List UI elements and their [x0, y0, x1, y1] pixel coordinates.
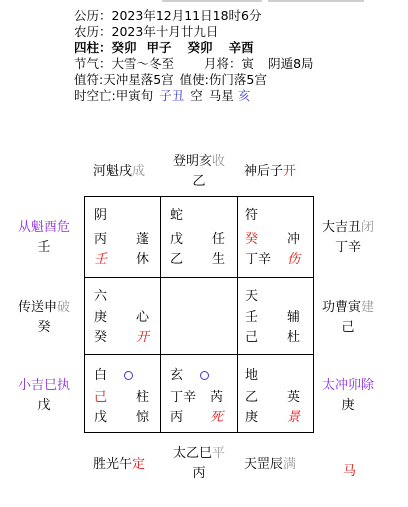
outer-bot-center [166, 446, 232, 482]
outer-bot-left-officer: 定 [132, 457, 146, 472]
outer-right-mid-branch: 功曹寅 [321, 300, 361, 315]
palace-sw-god: 白 [94, 368, 108, 383]
outer-top-right-officer: 开 [283, 164, 297, 179]
palace-w-god: 六 [94, 289, 108, 304]
sizhu-day: 癸卯 [187, 40, 213, 55]
palace-n[interactable] [160, 196, 237, 277]
outer-top-center-stem: 乙 [192, 174, 206, 189]
outer-left-bot-stem: 戊 [37, 398, 51, 413]
outer-left-bot-officer: 执 [57, 378, 71, 393]
palace-se-god: 地 [245, 368, 259, 383]
palace-e-god: 天 [245, 289, 259, 304]
palace-e-heaven-stem: 壬 [245, 310, 259, 325]
zhishi-label: 值使: [179, 72, 209, 87]
palace-nw-star: 蓬 [136, 232, 150, 247]
outer-right-bot-branch: 太冲卯 [321, 378, 361, 393]
palace-nw-door: 休 [136, 252, 150, 267]
outer-top-left-branch: 河魁戌 [93, 164, 133, 179]
palace-s-earth-stem: 丙 [170, 410, 184, 425]
gongli-line [74, 8, 262, 24]
palace-nw[interactable] [84, 196, 160, 277]
top-divider-right [268, 0, 364, 2]
ma-marker: 马 [343, 464, 357, 479]
outer-bot-center-officer: 平 [212, 446, 226, 461]
palace-s-heaven-stem: 丁辛 [170, 390, 197, 405]
outer-left-top-branch: 从魁酉 [17, 220, 57, 235]
palace-se-door: 景 [287, 410, 301, 425]
outer-right-bot-officer: 除 [361, 378, 375, 393]
palace-nw-heaven-stem: 丙 [94, 232, 108, 247]
outer-bot-right-branch: 天罡辰 [244, 457, 284, 472]
shikong-xun: 甲寅旬 [115, 88, 154, 103]
palace-n-door: 生 [212, 252, 226, 267]
kong-circle-icon [200, 371, 209, 380]
palace-se-earth-stem: 庚 [245, 410, 259, 425]
palace-n-star: 任 [212, 232, 226, 247]
outer-right-top-officer: 闭 [361, 220, 375, 235]
jieqi-label: 节气： [74, 56, 112, 71]
outer-left-mid-branch: 传送申 [17, 300, 57, 315]
palace-sw-earth-stem: 戊 [94, 410, 108, 425]
outer-bot-right [244, 457, 296, 473]
palace-w-door: 开 [136, 330, 150, 345]
palace-sw-kong-mark [124, 368, 133, 384]
dun-value: 阴遁8局 [268, 56, 314, 71]
shikong-label: 时空亡: [74, 88, 116, 103]
yuejiang-value: 寅 [241, 56, 255, 71]
shikong-line [74, 88, 250, 104]
outer-left-top [12, 220, 76, 256]
palace-e-door: 杜 [287, 330, 301, 345]
palace-e-earth-stem: 己 [245, 330, 259, 345]
palace-sw[interactable] [84, 354, 160, 433]
sizhu-month: 甲子 [146, 40, 172, 55]
nongli-line [74, 24, 218, 40]
palace-w-earth-stem: 癸 [94, 330, 108, 345]
palace-ne[interactable] [237, 196, 314, 277]
maxing-value: 亥 [237, 88, 251, 103]
outer-right-top [316, 220, 380, 256]
gongli-value: 2023年12月11日18时6分 [111, 8, 262, 23]
sizhu-hour: 辛酉 [228, 40, 254, 55]
yuejiang-label: 月将： [204, 56, 242, 71]
zhishi-value: 伤门落5宫 [208, 72, 267, 87]
center-palace [161, 278, 237, 354]
maxing-label: 马星 [208, 88, 234, 103]
outer-left-bot-branch: 小吉巳 [17, 378, 57, 393]
zhifu-line [74, 72, 267, 88]
palace-se[interactable] [237, 354, 314, 433]
palace-nw-earth-stem: 壬 [94, 252, 108, 267]
outer-right-mid [316, 300, 380, 336]
palace-w-heaven-stem: 庚 [94, 310, 108, 325]
palace-se-heaven-stem: 乙 [245, 390, 259, 405]
palace-ne-god: 符 [245, 208, 259, 223]
palace-s-kong-mark [200, 368, 209, 384]
outer-bot-left [93, 457, 145, 473]
palace-nw-god: 阴 [94, 208, 108, 223]
outer-right-top-branch: 大吉丑 [321, 220, 361, 235]
outer-right-mid-officer: 建 [361, 300, 375, 315]
palace-e[interactable] [237, 277, 314, 354]
outer-right-bot-stem: 庚 [341, 398, 355, 413]
outer-top-center-officer: 收 [212, 154, 226, 169]
palace-s-star: 芮 [210, 390, 224, 405]
palace-ne-earth-stem: 丁辛 [245, 252, 272, 267]
nongli-value: 2023年十月廿九日 [111, 24, 219, 39]
outer-top-center [166, 154, 232, 190]
jieqi-value: 大雪～冬至 [111, 56, 175, 71]
palace-s-god: 玄 [170, 368, 184, 383]
outer-top-right [244, 164, 296, 180]
outer-left-mid [12, 300, 76, 336]
nongli-label: 农历： [74, 24, 112, 39]
palace-s[interactable] [160, 354, 237, 433]
outer-bot-center-stem: 丙 [192, 466, 206, 481]
palace-w-star: 心 [136, 310, 150, 325]
zhifu-label: 值符: [74, 72, 104, 87]
kong-label: 空 [190, 88, 203, 103]
outer-bot-right-officer: 满 [283, 457, 297, 472]
top-divider-left [162, 0, 262, 2]
palace-s-door: 死 [210, 410, 224, 425]
sizhu-year: 癸卯 [111, 40, 137, 55]
outer-left-bot [12, 378, 76, 414]
palace-se-star: 英 [287, 390, 301, 405]
kong-circle-icon [124, 371, 133, 380]
outer-bot-center-branch: 太乙巳 [172, 446, 212, 461]
palace-ne-heaven-stem: 癸 [245, 232, 259, 247]
palace-e-star: 辅 [287, 310, 301, 325]
outer-top-left-officer: 成 [132, 164, 146, 179]
jieqi-line [74, 56, 314, 72]
outer-left-mid-officer: 破 [57, 300, 71, 315]
palace-n-god: 蛇 [170, 208, 184, 223]
outer-right-top-stem: 丁辛 [334, 240, 361, 255]
outer-left-mid-stem: 癸 [37, 320, 51, 335]
zhifu-value: 天冲星落5宫 [103, 72, 174, 87]
outer-left-top-stem: 壬 [37, 240, 51, 255]
sizhu-label: 四柱： [74, 40, 112, 55]
palace-n-earth-stem: 乙 [170, 252, 184, 267]
palace-sw-heaven-stem: 己 [94, 390, 108, 405]
outer-bot-left-branch: 胜光午 [93, 457, 133, 472]
outer-top-left [93, 164, 145, 180]
sizhu-line [74, 40, 254, 56]
palace-w[interactable] [84, 277, 160, 354]
palace-sw-star: 柱 [136, 390, 150, 405]
outer-right-bot [316, 378, 380, 414]
kongwang-value: 子丑 [159, 88, 185, 103]
palace-ne-door: 伤 [287, 252, 301, 267]
outer-top-right-branch: 神后子 [244, 164, 284, 179]
palace-sw-door: 惊 [136, 410, 150, 425]
palace-ne-star: 冲 [287, 232, 301, 247]
outer-left-top-officer: 危 [57, 220, 71, 235]
outer-right-mid-stem: 己 [341, 320, 355, 335]
palace-n-heaven-stem: 戊 [170, 232, 184, 247]
gongli-label: 公历： [74, 8, 112, 23]
outer-top-center-branch: 登明亥 [172, 154, 212, 169]
